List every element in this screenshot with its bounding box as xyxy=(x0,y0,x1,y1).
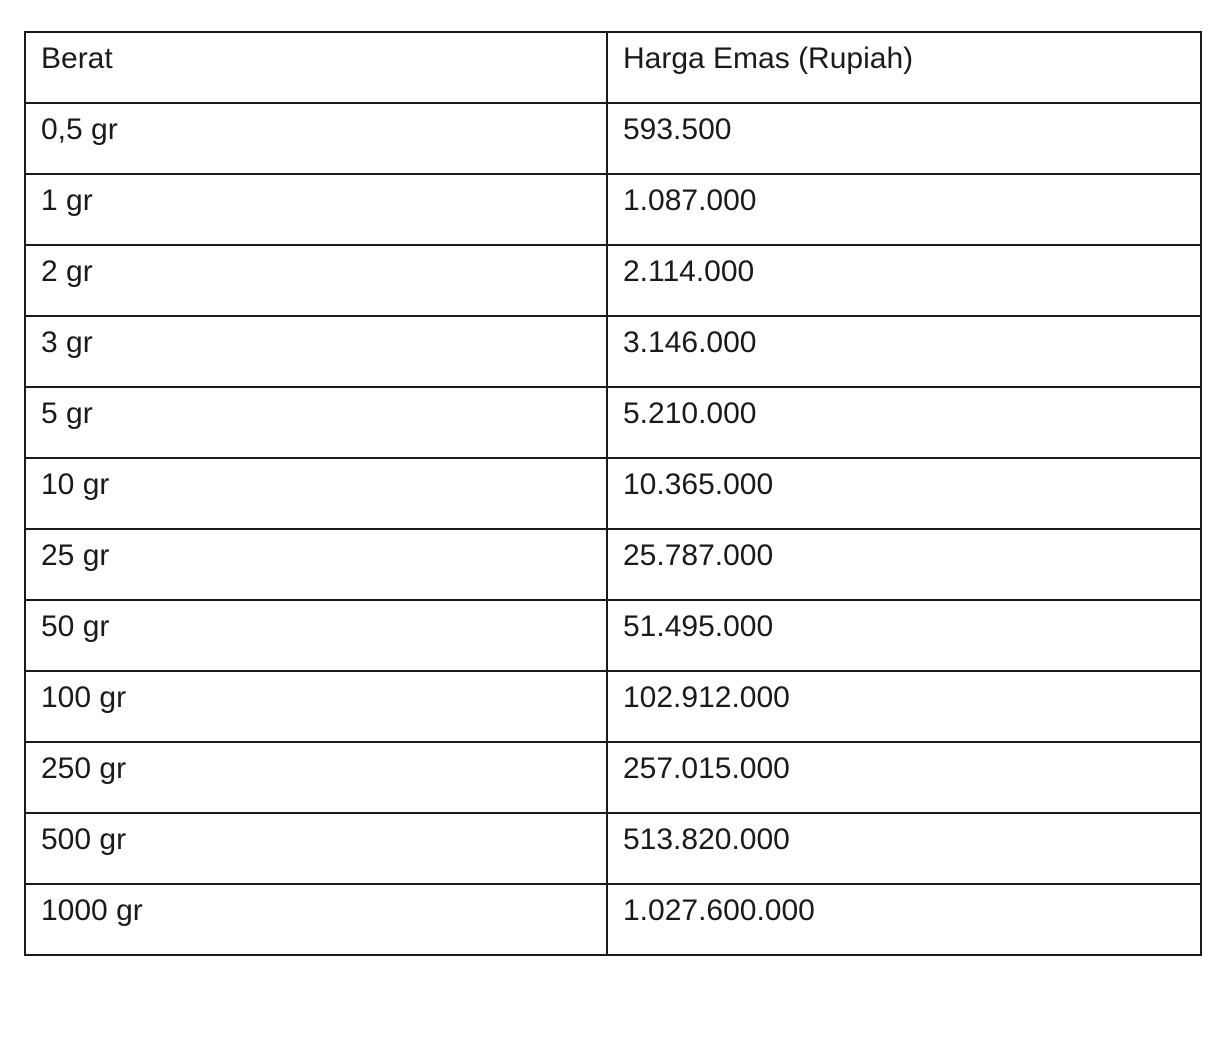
table-row xyxy=(25,103,1201,174)
price-cell xyxy=(607,742,1201,813)
table-row xyxy=(25,529,1201,600)
table-row xyxy=(25,245,1201,316)
price-value: 51.495.000 xyxy=(623,610,774,643)
weight-value: 1 gr xyxy=(41,184,93,217)
table-row xyxy=(25,742,1201,813)
price-value: 102.912.000 xyxy=(623,681,790,714)
weight-value: 250 gr xyxy=(41,752,127,785)
weight-cell xyxy=(25,387,607,458)
price-value: 1.087.000 xyxy=(623,184,757,217)
weight-cell xyxy=(25,884,607,955)
header-label-weight: Berat xyxy=(41,42,113,75)
weight-value: 3 gr xyxy=(41,326,93,359)
price-cell xyxy=(607,103,1201,174)
price-value: 25.787.000 xyxy=(623,539,774,572)
weight-cell xyxy=(25,529,607,600)
weight-value: 500 gr xyxy=(41,823,127,856)
price-value: 5.210.000 xyxy=(623,397,757,430)
weight-value: 10 gr xyxy=(41,468,110,501)
price-cell xyxy=(607,529,1201,600)
weight-cell xyxy=(25,316,607,387)
price-value: 257.015.000 xyxy=(623,752,790,785)
price-value: 1.027.600.000 xyxy=(623,894,815,927)
table-header-row xyxy=(25,32,1201,103)
weight-cell xyxy=(25,174,607,245)
weight-value: 5 gr xyxy=(41,397,93,430)
weight-cell xyxy=(25,813,607,884)
weight-cell xyxy=(25,103,607,174)
price-cell xyxy=(607,245,1201,316)
weight-value: 0,5 gr xyxy=(41,113,118,146)
weight-value: 1000 gr xyxy=(41,894,143,927)
price-cell xyxy=(607,671,1201,742)
table-row xyxy=(25,458,1201,529)
table-row xyxy=(25,316,1201,387)
table-row xyxy=(25,813,1201,884)
price-cell xyxy=(607,884,1201,955)
weight-value: 100 gr xyxy=(41,681,127,714)
price-value: 2.114.000 xyxy=(623,255,755,288)
price-value: 3.146.000 xyxy=(623,326,757,359)
weight-cell xyxy=(25,245,607,316)
table-row xyxy=(25,671,1201,742)
price-value: 513.820.000 xyxy=(623,823,790,856)
price-value: 593.500 xyxy=(623,113,732,146)
weight-cell xyxy=(25,600,607,671)
price-cell xyxy=(607,600,1201,671)
weight-cell xyxy=(25,742,607,813)
weight-value: 2 gr xyxy=(41,255,93,288)
weight-cell xyxy=(25,671,607,742)
price-cell xyxy=(607,174,1201,245)
table-row xyxy=(25,174,1201,245)
price-cell xyxy=(607,316,1201,387)
weight-value: 50 gr xyxy=(41,610,110,643)
table-row xyxy=(25,387,1201,458)
table-row xyxy=(25,884,1201,955)
price-cell xyxy=(607,458,1201,529)
price-value: 10.365.000 xyxy=(623,468,774,501)
table-row xyxy=(25,600,1201,671)
price-cell xyxy=(607,387,1201,458)
weight-value: 25 gr xyxy=(41,539,110,572)
header-label-price: Harga Emas (Rupiah) xyxy=(623,42,914,75)
price-cell xyxy=(607,813,1201,884)
gold-price-table xyxy=(24,31,1202,956)
header-cell-weight xyxy=(25,32,607,103)
weight-cell xyxy=(25,458,607,529)
header-cell-price xyxy=(607,32,1201,103)
